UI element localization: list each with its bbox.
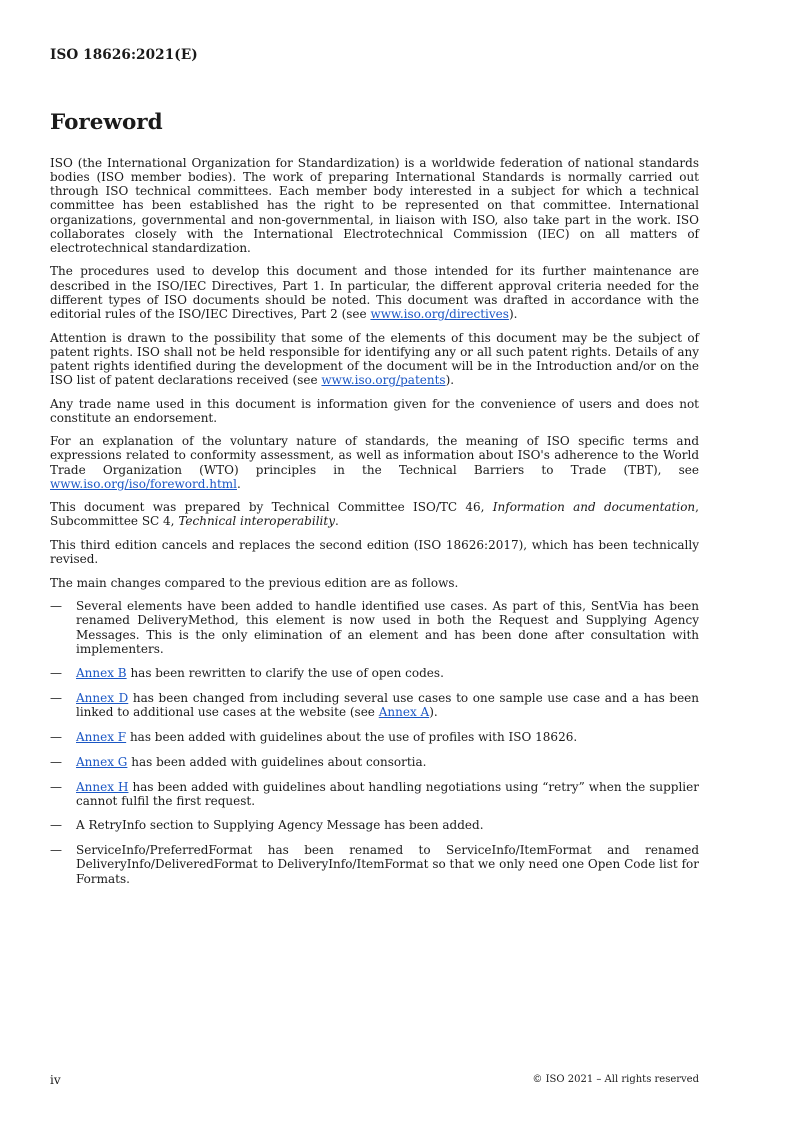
patents-link[interactable]: www.iso.org/patents: [321, 372, 446, 387]
list-dash: —: [50, 843, 62, 858]
paragraph-5-text: For an explanation of the voluntary nature of standards, the meaning of ISO specific terms and expressions related to conformity assessment, as well as information about ISO's adherence to the World Trade Organization (WTO) principles in the Technical Barriers to Trade (TBT), see: [50, 434, 699, 477]
directives-link[interactable]: www.iso.org/directives: [370, 306, 509, 321]
list-dash: —: [50, 818, 62, 833]
paragraph-5-end: .: [236, 476, 241, 491]
list-item-4-text: has been added with guidelines about the use of profiles with ISO 18626.: [126, 730, 578, 745]
paragraph-2-text: The procedures used to develop this document and those intended for its further maintenance are described in the ISO/IEC Directives, Part 1. In particular, the different approval criteria needed for the different types of ISO documents should be noted. This document was drafted in accordance with the editorial rules of the ISO/IEC Directives, Part 2 (see: [50, 264, 699, 321]
list-dash: —: [50, 666, 62, 681]
paragraph-5: [50, 434, 699, 491]
list-item-3-text: has been changed from including several use cases to one sample use case and a has been linked to additional use cases at the website (see: [76, 691, 699, 720]
list-item-5-text: has been added with guidelines about consortia.: [127, 754, 427, 769]
annex-d-link[interactable]: Annex D: [76, 691, 129, 706]
copyright-notice: © ISO 2021 – All rights reserved: [532, 1074, 699, 1085]
paragraph-8: The main changes compared to the previous edition are as follows.: [50, 575, 459, 590]
list-item-3-end: ).: [429, 705, 438, 720]
list-item: [50, 780, 699, 808]
list-dash: —: [50, 730, 62, 745]
annex-a-link[interactable]: Annex A: [378, 705, 430, 720]
annex-g-link[interactable]: Annex G: [76, 754, 128, 769]
list-item-text: [76, 780, 699, 808]
paragraph-6-subcommittee-title: Technical interoperability: [178, 514, 335, 529]
foreword-link[interactable]: www.iso.org/iso/foreword.html: [50, 476, 237, 491]
paragraph-4: Any trade name used in this document is information given for the convenience of users and does not constitute an endorsement.: [50, 396, 699, 425]
list-item-2-text: has been rewritten to clarify the use of open codes.: [126, 666, 444, 681]
list-item-text: [76, 755, 699, 769]
annex-f-link[interactable]: Annex F: [76, 730, 127, 745]
paragraph-7: This third edition cancels and replaces the second edition (ISO 18626:2017), which has been technically revised.: [50, 537, 699, 567]
paragraph-3: [50, 331, 699, 388]
list-item-text: [76, 730, 699, 744]
list-dash: —: [50, 599, 62, 614]
list-item-6-text: has been added with guidelines about handling negotiations using “retry” when the supplier cannot fulfil the first request.: [76, 779, 699, 808]
list-item: [50, 666, 699, 680]
document-header: ISO 18626:2021(E): [50, 47, 198, 63]
annex-b-link[interactable]: Annex B: [76, 666, 127, 681]
paragraph-3-end: ).: [445, 372, 455, 387]
list-item-text: [76, 691, 699, 719]
paragraph-2-end: ).: [508, 306, 518, 321]
list-item: [50, 755, 699, 769]
list-item-text: A RetryInfo section to Supplying Agency Message has been added.: [76, 818, 484, 833]
page-title: Foreword: [50, 110, 163, 135]
list-item-text: [76, 666, 699, 680]
paragraph-6-a: This document was prepared by Technical Committee ISO/TC 46,: [50, 500, 493, 515]
annex-h-link[interactable]: Annex H: [76, 779, 129, 794]
paragraph-3-text: Attention is drawn to the possibility that some of the elements of this document may be the subject of patent rights. ISO shall not be held responsible for identifying any or all such patent rights. Details of any patent rights identified during the development of the document will be in the Introduction and/or on the ISO list of patent declarations received (see: [50, 330, 699, 387]
paragraph-6-e: .: [334, 514, 339, 529]
foreword-body: [50, 156, 699, 896]
list-item: [50, 599, 699, 656]
paragraph-6-c: , Subcommittee SC 4,: [50, 500, 699, 529]
list-item-text: ServiceInfo/PreferredFormat has been renamed to ServiceInfo/ItemFormat and renamed DeliveryInfo/DeliveredFormat to DeliveryInfo/ItemFormat so that we only need one Open Code list for Formats.: [76, 843, 699, 886]
paragraph-1: ISO (the International Organization for Standardization) is a worldwide federation of national standards bodies (ISO member bodies). The work of preparing International Standards is normally carried out through ISO technical committees. Each member body interested in a subject for which a technical committee has been established has the right to be represented on that committee. International organizations, governmental and non-governmental, in liaison with ISO, also take part in the work. ISO collaborates closely with the International Electrotechnical Commission (IEC) on all matters of electrotechnical standardization.: [50, 156, 699, 255]
list-dash: —: [50, 779, 62, 794]
list-item-text: Several elements have been added to handle identified use cases. As part of this, SentVia has been renamed DeliveryMethod, this element is now used in both the Request and Supplying Agency Messages. This is the only elimination of an element and has been done after consultation with implementers.: [76, 599, 699, 656]
list-dash: —: [50, 754, 62, 769]
paragraph-6-committee-title: Information and documentation: [492, 500, 696, 515]
list-item: [50, 691, 699, 719]
paragraph-2: [50, 264, 699, 321]
list-item: [50, 843, 699, 885]
page-number: iv: [50, 1073, 61, 1087]
list-dash: —: [50, 691, 62, 706]
list-item: [50, 818, 699, 832]
list-item: [50, 730, 699, 744]
paragraph-6: [50, 500, 699, 528]
